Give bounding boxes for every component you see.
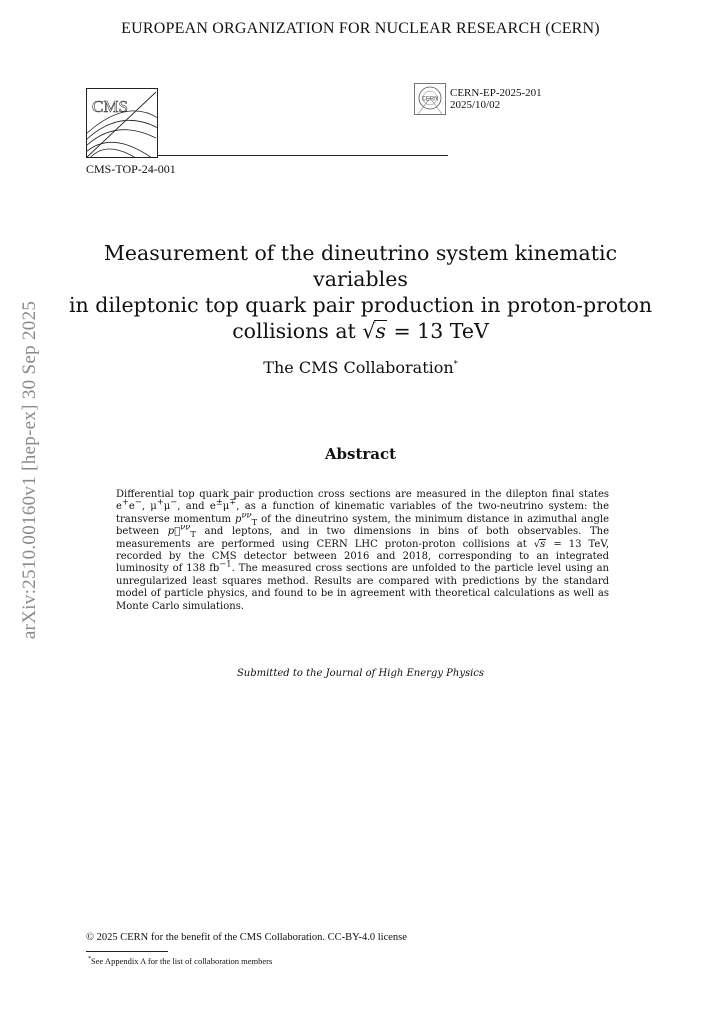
superscript: νν [241,509,252,520]
superscript: ∓ [229,497,237,508]
abstract-text-part: and leptons, and in two dimensions in bins of both observables. The measurements are performed using CERN LHC proton-proton collisions at [116,526,609,550]
superscript: ± [215,497,223,508]
cms-logo [86,88,158,158]
superscript: − [134,497,142,508]
abstract-sqrt-s: s [540,538,546,550]
abstract-text-part: , as a function of kinematic variables of the two-neutrino system: the transverse momentum [116,501,610,525]
subscript: T [251,516,258,527]
copyright-line: © 2025 CERN for the benefit of the CMS Collaboration. CC-BY-4.0 license [86,932,407,943]
pt-symbol: p [235,513,242,525]
author-footnote-marker: * [453,359,458,369]
author-line [0,358,721,377]
superscript: −1 [219,559,232,570]
header-rule [158,155,448,156]
cern-logo-icon [414,83,446,115]
cms-logo-icon [86,88,158,158]
footnote-marker: * [88,956,91,963]
superscript: νν [180,521,191,532]
abstract-text-part: μ [222,501,230,513]
arxiv-stamp-text: arXiv:2510.00160v1 [hep-ex] 30 Sep 2025 [19,300,40,640]
cern-logo [414,83,446,115]
cern-ids [450,87,542,111]
title-line-1: Measurement of the dineutrino system kinematic variables [103,241,618,291]
title-sqrt-s: s [375,319,386,343]
cern-logo-text: CERN [421,96,439,103]
abstract-heading: Abstract [324,445,397,463]
title-line-3: collisions at √s = 13 TeV [232,319,489,343]
submission-note: Submitted to the Journal of High Energy Physics [236,668,485,679]
superscript: + [121,497,129,508]
title-line-2: in dileptonic top quark pair production in proton-proton [68,293,653,317]
superscript: + [156,497,164,508]
abstract-text-part: = 13 TeV, recorded by the CMS detector between 2016 and 2018, corresponding to an integrated luminosity of 138 fb [116,538,610,575]
paper-title [60,240,661,344]
abstract-text-part: μ [163,501,171,513]
report-number: CMS-TOP-24-001 [86,162,176,176]
abstract-text-part: of the dineutrino system, the minimum distance in azimuthal angle between [116,513,610,538]
report-date: 2025/10/02 [450,99,501,111]
organization-header: EUROPEAN ORGANIZATION FOR NUCLEAR RESEARCH (CERN) [121,20,600,37]
footnote-rule [86,951,168,952]
subscript: T [190,529,196,540]
title-energy: = 13 TeV [393,319,489,343]
title-line-3-prefix: collisions at [232,319,356,343]
cern-report-id: CERN-EP-2025-201 [450,87,542,99]
cms-logo-text: CMS [92,97,128,116]
author-name: The CMS Collaboration [263,358,454,377]
abstract-text-part: , and e [177,501,216,513]
abstract-text-part: Differential top quark pair production cross sections are measured in the dilepton final states e [116,489,609,513]
abstract-text-part: . The measured cross sections are unfolded to the particle level using an unregularized least squares method. Results are compared with predictions by the standard model of particle physics, and found to be in agreement with theoretical calculations as well as Monte Carlo simulations. [116,563,609,612]
vec-pt-symbol: p⃗ [167,526,181,538]
footnote-text: See Appendix A for the list of collaboration members [91,956,273,966]
abstract-text-part: , μ [141,501,157,513]
abstract-body: Differential top quark pair production cross sections are measured in the dilepton final states e+e−, μ+μ−, and e±μ∓, as a function of kinematic variables of the two-neutrino system: the transverse momentum $p^{\nu\nu}_T$ of the dineutrino system, the minimum distance in azimuthal angle between p⃗$^{\nu\nu}_T$ and leptons, and in two dimensions in bins of both observables. The measurements are performed using CERN LHC proton-proton collisions at √s = 13 TeV, recorded by the CMS detector between 2016 and 2018, corresponding to an integrated luminosity of 138 $fb^{-1}$. The measured cross sections are unfolded to the particle level using an unregularized least squares method. Results are compared with predictions by the standard model of particle physics, and found to be in agreement with theoretical calculations as well as Monte Carlo simulations. [116,489,610,612]
footnote [88,956,272,966]
abstract-text-part: e [128,501,135,513]
superscript: − [170,497,178,508]
